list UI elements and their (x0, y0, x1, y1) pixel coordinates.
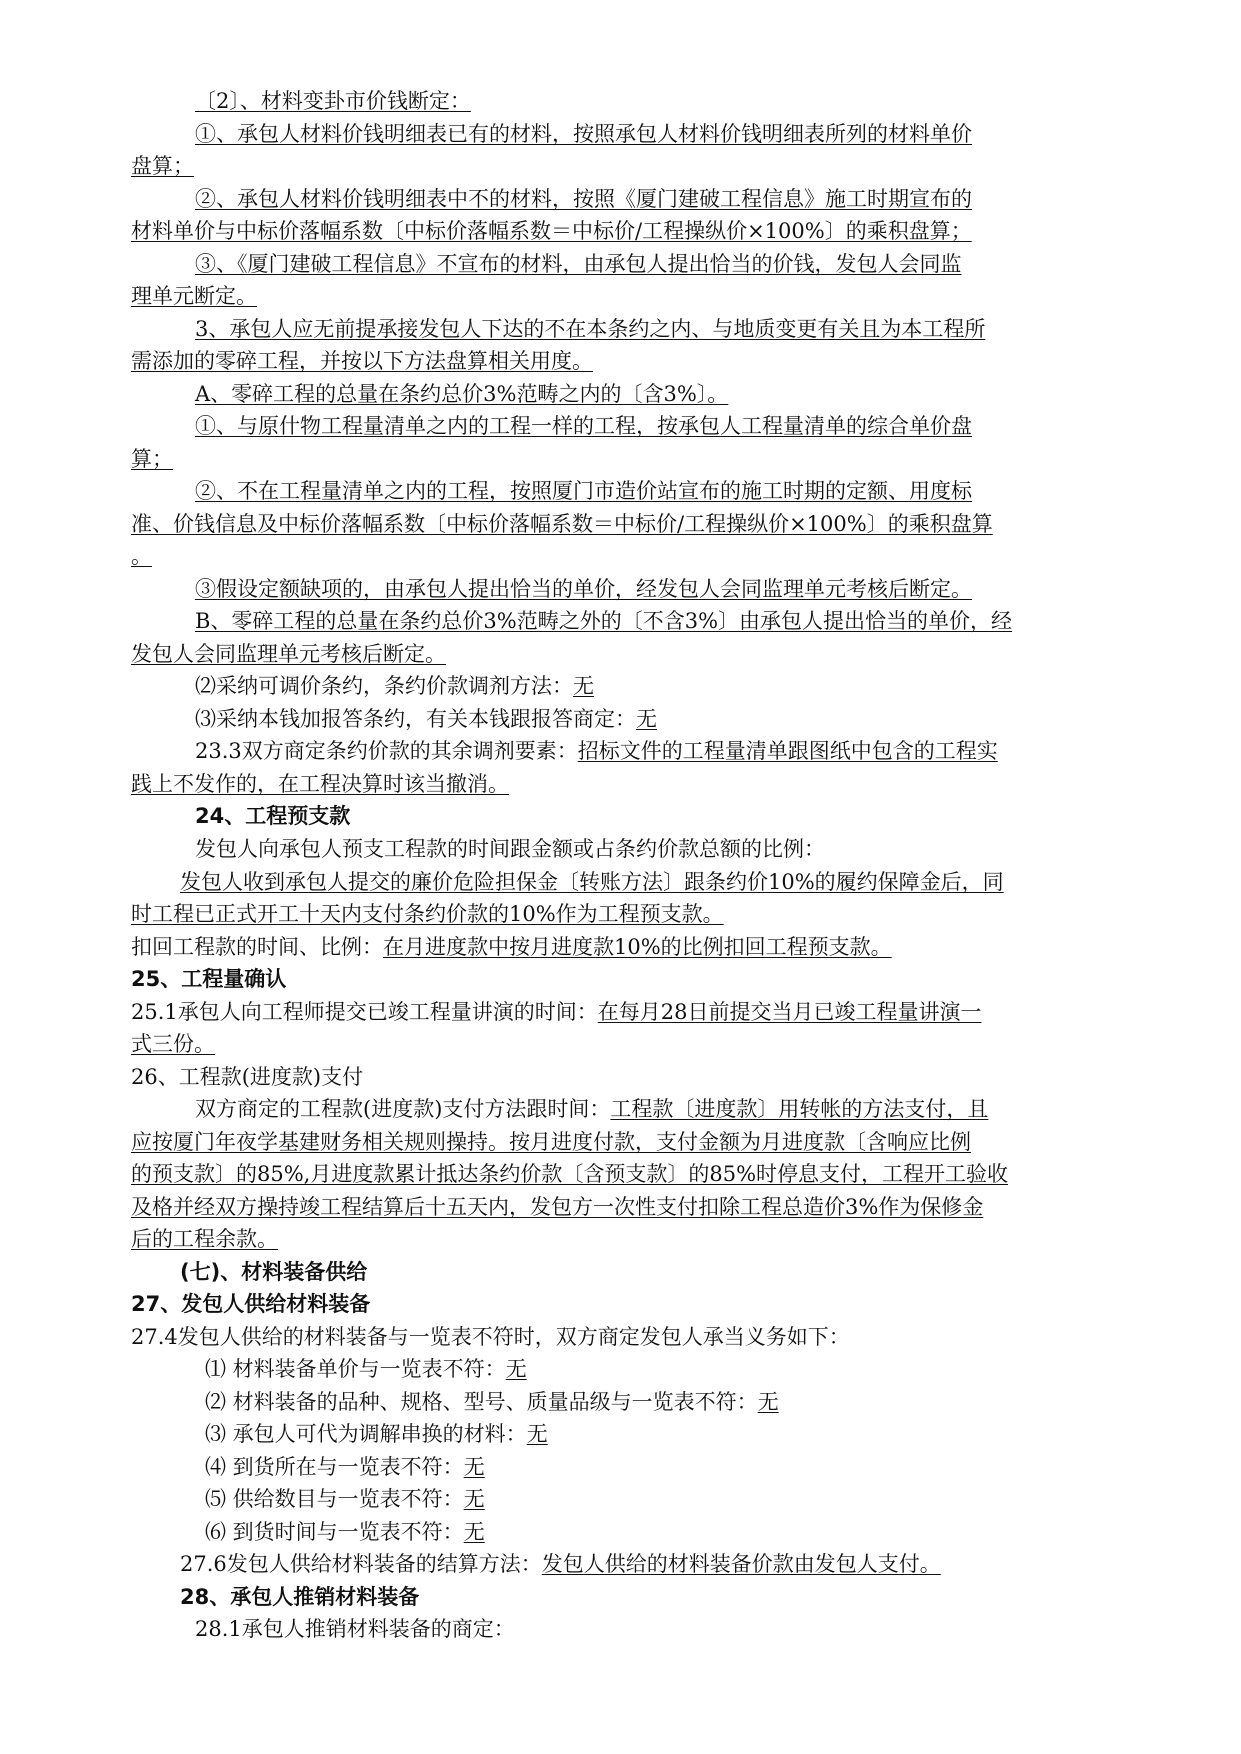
text-line (180, 868, 1004, 896)
plain-text: ⑴ 材料装备单价与一览表不符： (205, 1357, 506, 1381)
underlined-text: ②、不在工程量清单之内的工程，按照厦门市造价站宣布的施工时期的定额、用度标 (195, 479, 972, 503)
plain-text: (七)、材料装备供给 (180, 1260, 368, 1284)
underlined-text: 无 (463, 1520, 485, 1544)
plain-text: 27、发包人供给材料装备 (131, 1292, 371, 1316)
text-line (195, 120, 972, 148)
text-line (195, 1095, 988, 1123)
underlined-text: 在每月28日前提交当月已竣工程量讲演一 (597, 1000, 982, 1024)
text-line (131, 998, 982, 1026)
plain-text: 28、承包人推销材料装备 (180, 1585, 420, 1609)
plain-text: 27.4发包人供给的材料装备与一览表不符时，双方商定发包人承当义务如下： (131, 1325, 850, 1349)
plain-text: ⑹ 到货时间与一览表不符： (205, 1520, 464, 1544)
plain-text: 27.6发包人供给材料装备的结算方法： (180, 1552, 542, 1576)
text-line (195, 315, 985, 343)
text-line (131, 542, 152, 570)
text-line (205, 1453, 485, 1481)
plain-text: 双方商定的工程款(进度款)支付方法跟时间： (195, 1097, 611, 1121)
underlined-text: 算； (131, 447, 173, 471)
text-line (131, 152, 194, 180)
text-line (131, 347, 593, 375)
text-line (131, 1063, 363, 1091)
plain-text: ⑷ 到货所在与一览表不符： (205, 1455, 464, 1479)
plain-text: 发包人向承包人预支工程款的时间跟金额或占条约价款总额的比例： (195, 837, 825, 861)
text-line (195, 380, 728, 408)
underlined-text: 招标文件的工程量清单跟图纸中包含的工程实 (577, 739, 998, 763)
underlined-text: 3、承包人应无前提承接发包人下达的不在本条约之内、与地质变更有关且为本工程所 (195, 317, 986, 341)
section-heading (195, 802, 350, 830)
underlined-text: 理单元断定。 (131, 284, 257, 308)
plain-text: 扣回工程款的时间、比例： (131, 935, 383, 959)
underlined-text: 准、价钱信息及中标价落幅系数〔中标价落幅系数＝中标价/工程操纵价×100%〕的乘积盘算 (131, 512, 993, 536)
underlined-text: 践上不发作的，在工程决算时该当撤消。 (131, 772, 509, 796)
underlined-text: A、零碎工程的总量在条约总价3%范畴之内的〔含3%〕。 (195, 382, 729, 406)
text-line (195, 185, 972, 213)
text-line (205, 1388, 779, 1416)
text-line (195, 250, 962, 278)
text-line (195, 1615, 515, 1643)
plain-text: ⑸ 供给数目与一览表不符： (205, 1487, 464, 1511)
underlined-text: ①、与原什物工程量清单之内的工程一样的工程，按承包人工程量清单的综合单价盘 (195, 414, 972, 438)
underlined-text: 盘算； (131, 154, 194, 178)
underlined-text: 无 (573, 674, 594, 698)
text-line (131, 770, 509, 798)
text-line (195, 87, 471, 115)
plain-text: 26、工程款(进度款)支付 (131, 1065, 364, 1089)
underlined-text: 发包人会同监理单元考核后断定。 (131, 642, 446, 666)
text-line (195, 477, 972, 505)
underlined-text: 无 (526, 1422, 548, 1446)
underlined-text: B、零碎工程的总量在条约总价3%范畴之外的〔不含3%〕由承包人提出恰当的单价，经 (195, 609, 1013, 633)
plain-text: 23.3双方商定条约价款的其余调剂要素： (195, 739, 578, 763)
text-line (131, 1160, 1008, 1188)
plain-text: ⑶采纳本钱加报答条约，有关本钱跟报答商定： (195, 707, 636, 731)
underlined-text: 〔2〕、材料变卦市价钱断定： (195, 89, 471, 113)
text-line (131, 1323, 850, 1351)
text-line (131, 900, 724, 928)
text-line (131, 933, 892, 961)
text-line (195, 835, 825, 863)
text-line (131, 510, 993, 538)
text-line (131, 217, 972, 245)
text-line (131, 445, 173, 473)
plain-text: 24、工程预支款 (195, 804, 351, 828)
underlined-text: ③假设定额缺项的，由承包人提出恰当的单价，经发包人会同监理单元考核后断定。 (195, 577, 972, 601)
text-line (205, 1485, 485, 1513)
underlined-text: 后的工程余款。 (131, 1227, 278, 1251)
underlined-text: 工程款〔进度款〕用转帐的方法支付，且 (610, 1097, 989, 1121)
underlined-text: 无 (757, 1390, 779, 1414)
plain-text: 25、工程量确认 (131, 967, 287, 991)
underlined-text: 无 (505, 1357, 527, 1381)
underlined-text: ③、《厦门建破工程信息》不宣布的材料，由承包人提出恰当的价钱，发包人会同监 (195, 252, 962, 276)
underlined-text: 。 (131, 544, 152, 568)
underlined-text: 在月进度款中按月进度款10%的比例扣回工程预支款。 (383, 935, 892, 959)
underlined-text: 需添加的零碎工程，并按以下方法盘算相关用度。 (131, 349, 593, 373)
underlined-text: 无 (636, 707, 657, 731)
text-line (131, 1128, 971, 1156)
plain-text: ⑵ 材料装备的品种、规格、型号、质量品级与一览表不符： (205, 1390, 758, 1414)
underlined-text: 发包人收到承包人提交的廉价危险担保金〔转账方法〕跟条约价10%的履约保障金后，同 (180, 870, 1004, 894)
text-line (131, 640, 446, 668)
text-line (195, 575, 972, 603)
section-heading (180, 1258, 367, 1286)
text-line (195, 607, 1012, 635)
underlined-text: 式三份。 (131, 1032, 215, 1056)
section-heading (180, 1583, 419, 1611)
underlined-text: 应按厦门年夜学基建财务相关规则操持。按月进度付款，支付金额为月进度款〔含响应比例 (131, 1130, 971, 1154)
text-line (205, 1355, 527, 1383)
text-line (195, 705, 657, 733)
underlined-text: 的预支款〕的85%,月进度款累计抵达条约价款〔含预支款〕的85%时停息支付，工程开工验收 (131, 1162, 1009, 1186)
section-heading (131, 1290, 370, 1318)
text-line (131, 282, 257, 310)
plain-text: 28.1承包人推销材料装备的商定： (195, 1617, 515, 1641)
underlined-text: 及格并经双方操持竣工程结算后十五天内，发包方一次性支付扣除工程总造价3%作为保修金 (131, 1195, 984, 1219)
underlined-text: ②、承包人材料价钱明细表中不的材料，按照《厦门建破工程信息》施工时期宣布的 (195, 187, 972, 211)
underlined-text: 无 (463, 1455, 485, 1479)
underlined-text: 无 (463, 1487, 485, 1511)
text-line (131, 1030, 215, 1058)
text-line (195, 737, 998, 765)
text-line (205, 1518, 485, 1546)
text-line (195, 412, 972, 440)
section-heading (131, 965, 286, 993)
underlined-text: 材料单价与中标价落幅系数〔中标价落幅系数＝中标价/工程操纵价×100%〕的乘积盘算； (131, 219, 972, 243)
underlined-text: 发包人供给的材料装备价款由发包人支付。 (541, 1552, 941, 1576)
underlined-text: 时工程已正式开工十天内支付条约价款的10%作为工程预支款。 (131, 902, 724, 926)
plain-text: ⑶ 承包人可代为调解串换的材料： (205, 1422, 527, 1446)
text-line (205, 1420, 548, 1448)
text-line (180, 1550, 941, 1578)
underlined-text: ①、承包人材料价钱明细表已有的材料，按照承包人材料价钱明细表所列的材料单价 (195, 122, 972, 146)
plain-text: 25.1承包人向工程师提交已竣工程量讲演的时间： (131, 1000, 598, 1024)
text-line (195, 672, 594, 700)
text-line (131, 1193, 983, 1221)
plain-text: ⑵采纳可调价条约，条约价款调剂方法： (195, 674, 573, 698)
text-line (131, 1225, 278, 1253)
